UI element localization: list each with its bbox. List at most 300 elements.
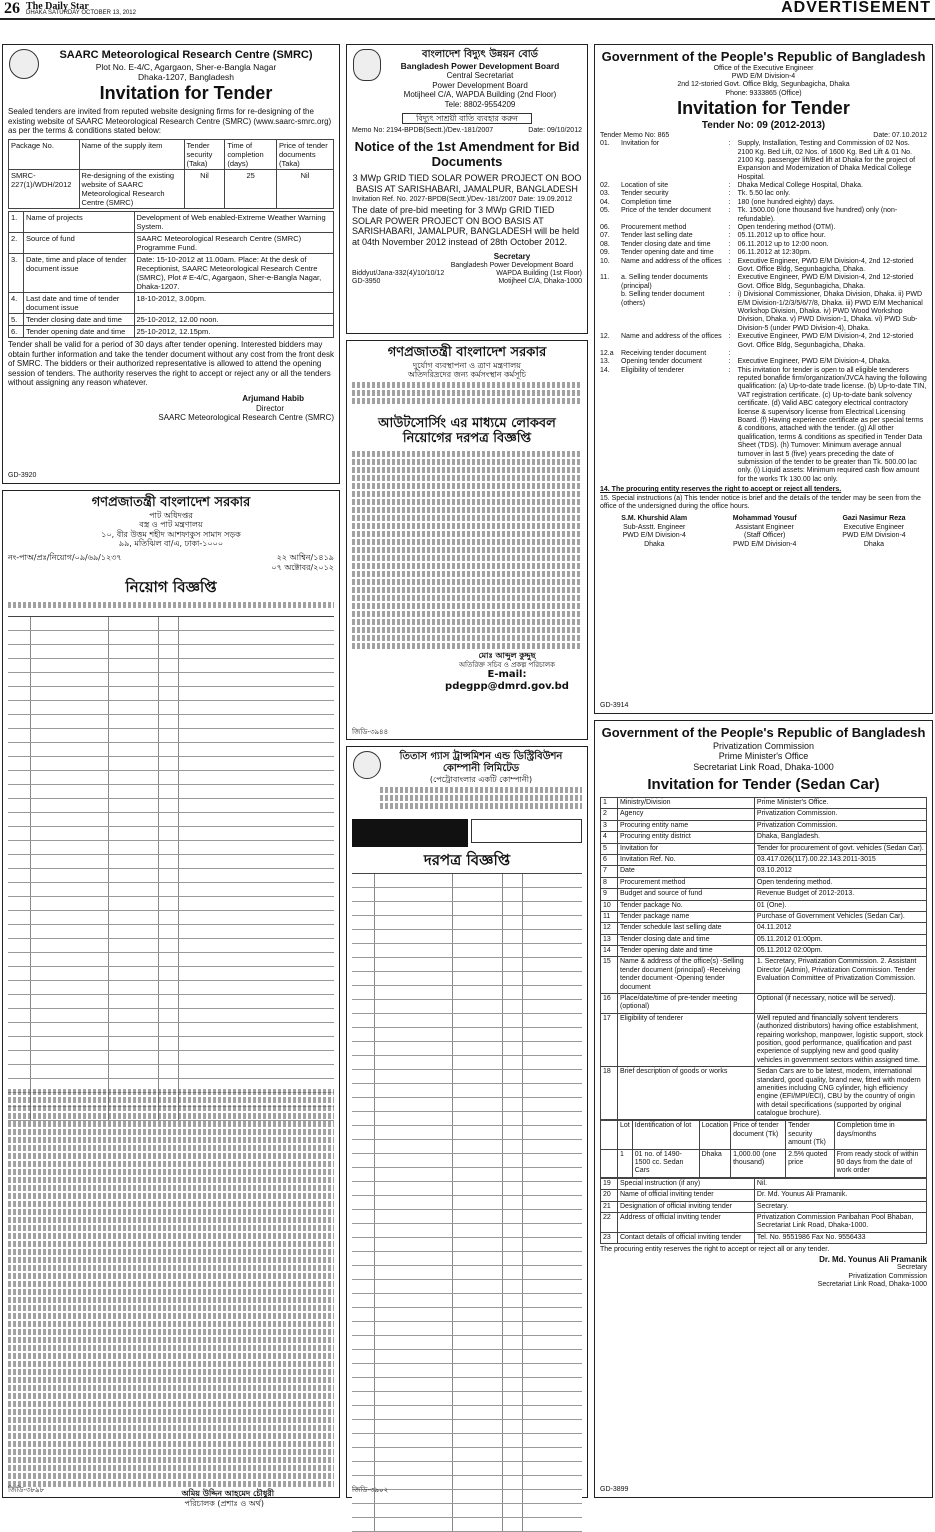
pc-row-key: Procuring entity district xyxy=(618,832,755,843)
pwd-item-key: Price of the tender document xyxy=(621,207,711,215)
pwd-item-row xyxy=(600,367,927,484)
bpdb-left-ref: Biddyut/Jana-332(4)/10/10/12 xyxy=(352,269,445,277)
pwd-signer2-t2: (Staff Officer) xyxy=(744,532,786,540)
titas-table xyxy=(352,873,582,1494)
pc-row-value: Dhaka, Bangladesh. xyxy=(754,832,926,843)
smrc-logo xyxy=(9,49,39,79)
pwd-item-value: 180 (one hundred eighty) days. xyxy=(737,198,835,206)
bpdb-project: 3 MWp GRID TIED SOLAR POWER PROJECT ON BOO BASIS AT SARISHABARI, JAMALPUR, BANGLADESH xyxy=(352,172,582,194)
pc-row-value: Revenue Budget of 2012-2013. xyxy=(754,889,926,900)
smrc-intro: Sealed tenders are invited from reputed website designing firms for re-designing of the existing website of SAARC Meteorological Research Centre (SMRC) (www.saarc-smrc.org) as per the terms & conditions stated below: xyxy=(8,107,332,136)
pwd-item-row xyxy=(600,224,927,232)
pc-lot-h5: Completion time in days/months xyxy=(834,1121,926,1149)
td-price: Nil xyxy=(276,169,333,208)
pc-row-value: Dr. Md. Younus Ali Pramanik. xyxy=(754,1190,926,1201)
pc-row xyxy=(601,1178,927,1189)
pwd-l3: 2nd 12-storied Govt. Office Bldg, Segunbagicha, Dhaka xyxy=(677,81,850,89)
pwd-item-value: Supply, Installation, Testing and Commission of 02 Nos. 2100 Kg. Bed Lift, 02 Nos. of 1600 Kg. Bed Lift & 01 No. 2100 Kg. passenger lift/Bed lift at Dhaka for the project of Expansion and Modernization of Dhaka Medical College Hospital. xyxy=(737,140,916,181)
smrc-item-value: 25-10-2012, 12.15pm. xyxy=(134,325,334,337)
smrc-item-key: Tender opening date and time xyxy=(24,325,135,337)
titas-title: দরপত্র বিজ্ঞপ্তি xyxy=(423,850,511,869)
pwd-signer3-t2: PWD E/M Division-4 xyxy=(842,532,906,540)
pwd-item-key: Location of site xyxy=(621,182,669,190)
bpdb-logo xyxy=(353,49,381,81)
th-security: Tender security (Taka) xyxy=(184,139,225,169)
pwd-item-key: a. Selling tender documents (principal) xyxy=(621,274,708,290)
td-item: Re-designing of the existing website of SAARC Meteorological Research Centre (SMRC) xyxy=(79,169,184,208)
pwd-item-row xyxy=(600,140,927,182)
pwd-item-key: Invitation for xyxy=(621,140,660,148)
pwd-item-num: 12. xyxy=(600,333,610,341)
titas-slogan-box-1 xyxy=(352,819,468,847)
pc-row-num: 8 xyxy=(601,877,618,888)
pc-row xyxy=(601,809,927,820)
pc-signer-t2: Privatization Commission xyxy=(848,1272,927,1280)
smrc-item-key: Tender closing date and time xyxy=(24,313,135,325)
pwd-item-value: Executive Engineer, PWD E/M Division-4, 2nd 12-storied Govt. Office Bldg, Segunbagicha, Dhaka. xyxy=(737,333,914,349)
titas-sub: (পেট্রোবাংলার একটি কোম্পানী) xyxy=(429,775,533,784)
pwd-item-value: Executive Engineer, PWD E/M Division-4, 2nd 12-storied Govt. Office Bldg, Segunbagicha, Dhaka. xyxy=(737,274,914,290)
pc-row-value: Optional (if necessary, notice will be served). xyxy=(754,994,926,1014)
pwd-item-num: 07. xyxy=(600,232,610,240)
pc-lot-c5: From ready stock of within 90 days from the date of work order xyxy=(834,1149,926,1177)
pwd-item-colon: : xyxy=(728,140,731,148)
pc-row-key: Invitation for xyxy=(618,843,755,854)
jute-positions-table xyxy=(8,616,334,1087)
pwd-item-value: Tk. 5.50 lac only. xyxy=(737,190,791,198)
pc-row-value: Nil. xyxy=(754,1178,926,1189)
jute-signer: অমিয় উদ্দিন আহমেদ চৌধুরী xyxy=(181,1489,274,1499)
smrc-org: SAARC Meteorological Research Centre (SMRC) xyxy=(59,49,313,61)
smrc-item-value: Development of Web enabled-Extreme Weather Warning System. xyxy=(134,211,334,232)
td-package: SMRC-227(1)/WDH/2012 xyxy=(9,169,80,208)
jute-title: নিয়োগ বিজ্ঞপ্তি xyxy=(125,578,217,597)
pwd-item-value: Executive Engineer, PWD E/M Division-4, Dhaka. xyxy=(737,358,891,366)
smrc-signer-title: Director xyxy=(255,403,284,413)
bpdb-signer4: Motijheel C/A, Dhaka-1000 xyxy=(498,278,582,286)
pc-row-key: Agency xyxy=(618,809,755,820)
bpdb-title: Notice of the 1st Amendment for Bid Documents xyxy=(354,138,580,170)
smrc-item-key: Source of fund xyxy=(24,232,135,253)
pc-lot-c1: 01 no. of 1490-1500 cc. Sedan Cars xyxy=(632,1149,699,1177)
pwd-item-key: Name and address of the offices xyxy=(621,257,722,265)
pc-table xyxy=(600,797,927,1121)
out-gd: জিডি-৩৯৪৪ xyxy=(352,727,389,736)
pc-row-value: 03.417.026(117).00.22.143.2011-3015 xyxy=(754,854,926,865)
pwd-item-num: 10. xyxy=(600,257,610,265)
pwd-signer3-t3: Dhaka xyxy=(863,540,885,548)
jute-intro-text xyxy=(8,602,334,616)
pc-row xyxy=(601,854,927,865)
pc-row-num: 7 xyxy=(601,866,618,877)
pc-row-value: Tel. No. 9551986 Fax No. 9556433 xyxy=(754,1232,926,1243)
pc-lot-empty xyxy=(601,1121,618,1149)
smrc-item-num: 5. xyxy=(9,313,24,325)
pc-row xyxy=(601,877,927,888)
pwd-signer1-name: S.M. Khurshid Alam xyxy=(621,515,688,523)
pc-row xyxy=(601,1067,927,1120)
pwd-item-key: Tender last selling date xyxy=(621,232,693,240)
jute-addr2: ৯৯, মতিঝিল বা/এ, ঢাকা-১০০০ xyxy=(118,539,224,549)
pwd-item-num: 11. xyxy=(600,274,610,282)
bpdb-l2: Power Development Board xyxy=(432,80,528,90)
titas-logo xyxy=(353,751,381,779)
pc-row-value: 03.10.2012 xyxy=(754,866,926,877)
pwd-item-num: 14. xyxy=(600,366,610,374)
pc-row-key: Tender schedule last selling date xyxy=(618,923,755,934)
pc-row-num: 12 xyxy=(601,923,618,934)
pc-row-value: Privatization Commission. xyxy=(754,820,926,831)
pc-row-key: Invitation Ref. No. xyxy=(618,854,755,865)
pc-row-value: 05.11.2012 01:00pm. xyxy=(754,934,926,945)
pwd-l2: PWD E/M Division-4 xyxy=(731,72,796,80)
pwd-signer2-t1: Assistant Engineer xyxy=(735,523,794,531)
pwd-item-colon: : xyxy=(728,207,731,215)
pwd-item-colon: : xyxy=(728,333,731,341)
pc-row-value: 1. Secretary, Privatization Commission. 2. Assistant Director (Admin), Privatization Commission. Tender Evaluation Committee of Privatization Commission. xyxy=(754,957,926,994)
pc-row-num: 5 xyxy=(601,843,618,854)
out-signer-title: অতিরিক্ত সচিব ও প্রকল্প পরিচালক xyxy=(459,660,555,669)
pwd-item-value: This invitation for tender is open to all eligible tenderers reputed bonafide firm/organization/JVCA having the following qualification: (a) Up-to-date trade license. (b) Up-to-date TIN, VAT registration certificate. (c) Up-to-date bank solvency certificate. (d) Valid ABC category electrical contractory license & supervisory license from Electrical Licensing Board. (f) Having experience certificate as per special terms & conditions, attached with the tender. (g) All other qualification, terms & conditions as specified in Tender Data Sheet (TDS). (h) Turnover: Minimum average annual turnover in last 5 (five) years preceding the date of submission of the tender to be greater than Tk. 500.00 lac only. (i) Liquid assets: Minimum required cash flow amount for the works Tk 130.00 lac only. xyxy=(737,366,927,483)
pwd-signer2-name: Mohammad Yousuf xyxy=(732,515,797,523)
pc-row xyxy=(601,994,927,1014)
smrc-item-num: 3. xyxy=(9,253,24,292)
pwd-item-num: 04. xyxy=(600,198,610,206)
pwd-item-colon: : xyxy=(728,232,731,240)
page-number: 26 xyxy=(4,0,20,17)
pc-row-num: 17 xyxy=(601,1013,618,1066)
jute-dept: পাট অধিদপ্তর xyxy=(149,510,193,520)
out-gov: গণপ্রজাতন্ত্রী বাংলাদেশ সরকার xyxy=(387,345,547,360)
bpdb-l1: Central Secretariat xyxy=(446,71,514,81)
pc-title2: Invitation for Tender (Sedan Car) xyxy=(647,775,880,793)
pwd-item-key: Completion time xyxy=(621,198,672,206)
pwd-item-colon: : xyxy=(728,349,731,357)
pwd-item-row xyxy=(600,350,927,358)
pc-row-num: 13 xyxy=(601,934,618,945)
pwd-item-row xyxy=(600,249,927,257)
out-signer: মোঃ আব্দুল কুদ্দুছ xyxy=(478,650,536,660)
pc-row-key: Eligibility of tenderer xyxy=(618,1013,755,1066)
pwd-item-value: Executive Engineer, PWD E/M Division-4, 2nd 12-storied Govt. Office Bldg, Segunbagicha, Dhaka. xyxy=(737,257,914,273)
pwd-item-num: 03. xyxy=(600,190,610,198)
titas-slogan-box-2 xyxy=(471,819,583,843)
pwd-item-key: Procurement method xyxy=(621,224,687,232)
pwd-item-row xyxy=(600,241,927,249)
pc-row-num: 16 xyxy=(601,994,618,1014)
pwd-title1: Government of the People's Republic of Bangladesh xyxy=(601,49,926,64)
pc-row-num: 11 xyxy=(601,911,618,922)
pwd-item-value: 06.11.2012 up to 12:00 noon. xyxy=(737,240,829,248)
th-price: Price of tender documents (Taka) xyxy=(276,139,333,169)
pc-row-key: Place/date/time of pre-tender meeting (optional) xyxy=(618,994,755,1014)
jute-gd: জিডি-৩৮৯৮ xyxy=(8,1485,45,1494)
pwd-item-value: i) Divisional Commissioner, Dhaka Division, Dhaka. ii) PWD E/M Division-1/2/3/5/6/7/8, Dhaka. iii) PWD E/M Mechanical Workshop Division, Dhaka. iv) PWD Wood Workshop Division, Dhaka. v) PWD Division-1, Dhaka. vi) PWD Sub-Division-5 (under PWD Division-4), Dhaka. xyxy=(737,291,923,332)
pwd-item-key: Eligibility of tenderer xyxy=(621,366,685,374)
pc-row-key: Name of official inviting tender xyxy=(618,1190,755,1201)
titas-ad xyxy=(346,746,588,1498)
pc-row-key: Ministry/Division xyxy=(618,797,755,808)
pc-signer: Dr. Md. Younus Ali Pramanik xyxy=(819,1254,927,1264)
pwd-item-key: Name and address of the offices xyxy=(621,333,722,341)
pc-row xyxy=(601,1213,927,1233)
pc-row xyxy=(601,797,927,808)
jute-signer-title: পরিচালক (প্রশাঃ ও অর্থ) xyxy=(184,1498,264,1508)
pc-row-key: Tender package No. xyxy=(618,900,755,911)
pc-row-num: 2 xyxy=(601,809,618,820)
pwd-signer2-t3: PWD E/M Division-4 xyxy=(733,540,797,548)
pwd-item-num: 06. xyxy=(600,224,610,232)
smrc-address2: Dhaka-1207, Bangladesh xyxy=(138,72,234,83)
pc-row-key: Procuring entity name xyxy=(618,820,755,831)
pc-row-num: 3 xyxy=(601,820,618,831)
pwd-item-key: Tender security xyxy=(621,190,669,198)
bpdb-l3: Motijheel C/A, WAPDA Building (2nd Floor) xyxy=(403,90,557,100)
pwd-item-row xyxy=(600,232,927,240)
pwd-item-row xyxy=(600,358,927,366)
pc-row-num: 19 xyxy=(601,1178,618,1189)
pc-lot-h1: Identification of lot xyxy=(632,1121,699,1149)
smrc-table xyxy=(8,139,334,209)
pwd-signer1-t1: Sub-Asstt. Engineer xyxy=(623,523,686,531)
pwd-gd: GD-3914 xyxy=(600,701,629,709)
smrc-ad xyxy=(2,44,340,484)
out-email: E-mail: pdegpp@dmrd.gov.bd xyxy=(445,668,569,692)
pc-lot-c2: Dhaka xyxy=(699,1149,730,1177)
pwd-tender-no: Tender No: 09 (2012-2013) xyxy=(701,119,826,131)
pc-row-num: 23 xyxy=(601,1232,618,1243)
pwd-item-value: Dhaka Medical College Hospital, Dhaka. xyxy=(737,182,863,190)
pwd-item-row xyxy=(600,207,927,224)
pc-row-num: 9 xyxy=(601,889,618,900)
td-security: Nil xyxy=(184,169,225,208)
pwd-ad xyxy=(594,44,933,714)
pc-row-num: 1 xyxy=(601,797,618,808)
bpdb-memo-date: Date: 09/10/2012 xyxy=(528,127,582,135)
bpdb-gd: GD-3950 xyxy=(352,278,381,286)
pwd-item-value: 05.11.2012 up to office hour. xyxy=(737,232,826,240)
smrc-item-num: 4. xyxy=(9,292,24,313)
bpdb-slogan: বিদ্যুৎ সাশ্রয়ী বাতি ব্যবহার করুন xyxy=(402,113,532,125)
pc-row-value: 04.11.2012 xyxy=(754,923,926,934)
bpdb-signer2: Bangladesh Power Development Board xyxy=(450,261,574,269)
pc-row-key: Brief description of goods or works xyxy=(618,1067,755,1120)
out-title: আউটসোর্সিং এর মাধ্যমে লোকবল নিয়োগের দরপত্র বিজ্ঞপ্তি xyxy=(378,415,556,447)
td-time: 25 xyxy=(225,169,277,208)
pc-row-value: Well reputed and financially solvent tenderers (authorized distributors) having office establishment, repairing workshop, manpower, logistic support, stock position, good performance, qualification and past experience of supplying new and good quality vehicles in government sectors within assigned time. xyxy=(754,1013,926,1066)
pwd-item-num: 08. xyxy=(600,240,610,248)
pc-lot-h3: Price of tender document (Tk) xyxy=(731,1121,786,1149)
pc-row-key: Designation of official inviting tender xyxy=(618,1201,755,1212)
bpdb-org: Bangladesh Power Development Board xyxy=(400,61,560,71)
pwd-item-num xyxy=(600,291,618,333)
date-line: DHAKA SATURDAY OCTOBER 13, 2012 xyxy=(26,10,136,16)
out-body xyxy=(352,451,582,651)
pc-row xyxy=(601,820,927,831)
pc-lot-empty2 xyxy=(601,1149,618,1177)
pc-lot-h0: Lot xyxy=(618,1121,633,1149)
pc-row-value: Privatization Commission. xyxy=(754,809,926,820)
pwd-item-key: Tender closing date and time xyxy=(621,240,711,248)
pwd-date: Date: 07.10.2012 xyxy=(873,131,927,139)
pc-row-num: 22 xyxy=(601,1213,618,1233)
pc-row-num: 14 xyxy=(601,946,618,957)
bpdb-signer3: WAPDA Building (1st Floor) xyxy=(496,269,582,277)
pwd-item14: 14. The procuring entity reserves the right to accept or reject all tenders. xyxy=(600,486,842,494)
pc-row xyxy=(601,1201,927,1212)
jute-date1: ২২ আশ্বিন/১৪১৯ xyxy=(276,552,334,562)
pc-signer-t1: Secretary xyxy=(897,1264,927,1272)
pwd-item-row xyxy=(600,190,927,198)
pc-reserve: The procuring entity reserves the right to accept or reject all or any tender. xyxy=(600,1246,830,1254)
pc-row-key: Tender closing date and time xyxy=(618,934,755,945)
smrc-signer-org: SAARC Meteorological Research Centre (SMRC) xyxy=(158,413,334,423)
smrc-item-num: 6. xyxy=(9,325,24,337)
pc-row xyxy=(601,1013,927,1066)
jute-jobs-ad xyxy=(2,490,340,1508)
out-office: অতিদরিদ্রদের জন্য কর্মসংস্থান কর্মসূচি xyxy=(407,370,527,380)
pc-row-value: 01 (One). xyxy=(754,900,926,911)
pwd-item-colon: : xyxy=(728,198,731,206)
pwd-item-value: Tk. 1500.00 (one thousand five hundred) only (non-refundable). xyxy=(737,207,898,223)
pwd-item-row xyxy=(600,333,927,350)
jute-memo: নং-পাঅ/প্রঃ/নিয়োগ/০৯/৬৯/১২৩৭ xyxy=(8,552,122,562)
pc-row-value: Open tendering method. xyxy=(754,877,926,888)
jute-addr1: ১০, বীর উত্তম শহীদ আশফাকুস সামাদ সড়ক xyxy=(101,529,241,539)
smrc-item-key: Date, time and place of tender document issue xyxy=(24,253,135,292)
pwd-item15: 15. Special instructions (a) This tender notice is brief and the details of the tender may be seen from the office of the undersigned during the office hours. xyxy=(600,494,921,510)
pc-row-num: 21 xyxy=(601,1201,618,1212)
pwd-item-value xyxy=(738,350,927,358)
jute-conditions-text xyxy=(8,1089,334,1489)
pc-lot-c4: 2.5% quoted price xyxy=(786,1149,835,1177)
pc-l2: Prime Minister's Office xyxy=(718,751,809,762)
paper-name: The Daily Star xyxy=(26,1,89,12)
titas-gd: জিডি-৩৯০২ xyxy=(352,1485,389,1494)
pwd-item-value: Open tendering method (OTM). xyxy=(737,224,836,232)
pwd-item-key: Tender opening date and time xyxy=(621,249,714,257)
pc-row-key: Tender opening date and time xyxy=(618,946,755,957)
out-ministry: দুর্যোগ ব্যবস্থাপনা ও ত্রাণ মন্ত্রণালয় xyxy=(413,360,521,370)
jute-gov: গণপ্রজাতন্ত্রী বাংলাদেশ সরকার xyxy=(91,495,251,510)
bpdb-ad xyxy=(346,44,588,334)
pwd-item-num: 02. xyxy=(600,182,610,190)
pc-row xyxy=(601,832,927,843)
pc-row xyxy=(601,923,927,934)
smrc-title: Invitation for Tender xyxy=(99,82,273,103)
pc-row-num: 15 xyxy=(601,957,618,994)
pwd-item-row xyxy=(600,199,927,207)
pc-row-num: 4 xyxy=(601,832,618,843)
pwd-signer3-name: Gazi Nasimur Reza xyxy=(842,515,906,523)
smrc-item-value: SAARC Meteorological Research Centre (SMRC) Programme Fund. xyxy=(134,232,334,253)
titas-org: তিতাস গ্যাস ট্রান্সমিশন এন্ড ডিস্ট্রিবিউশন কোম্পানী লিমিটেড xyxy=(399,751,563,774)
pc-row xyxy=(601,946,927,957)
pwd-item-colon: : xyxy=(728,291,731,299)
pwd-item-num: 05. xyxy=(600,207,610,215)
jute-date2: ০৭ অক্টোবর/২০১২ xyxy=(271,562,334,572)
pc-lot-c0: 1 xyxy=(618,1149,633,1177)
pc-row-key: Special instruction (if any) xyxy=(618,1178,755,1189)
pc-row xyxy=(601,843,927,854)
pwd-signer1-t2: PWD E/M Division-4 xyxy=(622,532,686,540)
pwd-item-colon: : xyxy=(728,274,731,282)
pwd-item-key: b. Selling tender document (others) xyxy=(621,291,705,307)
pc-row-num: 10 xyxy=(601,900,618,911)
bpdb-memo: Memo No: 2194-BPDB(Sectt.)/Dev.-181/2007 xyxy=(352,127,494,135)
pwd-item-value: 06.11.2012 at 12:30pm. xyxy=(737,249,812,257)
pc-row-value: Sedan Cars are to be latest, modern, international standard, good quality, brand new, fitted with modern amenities including CNG cylinder, high efficiency engine (EFI/MPI/ECI), CBU by the country of origin with detail specifications (supported by original catalogue brochure). xyxy=(754,1067,926,1120)
smrc-address1: Plot No. E-4/C, Agargaon, Sher-e-Bangla Nagar xyxy=(95,62,277,73)
pwd-item-key: Receiving tender document xyxy=(621,349,707,357)
pc-table-2 xyxy=(600,1178,927,1244)
smrc-item-value: 18-10-2012, 3.00pm. xyxy=(134,292,334,313)
pc-row-value: 05.11.2012 02:00pm. xyxy=(754,946,926,957)
bpdb-body: The date of pre-bid meeting for 3 MWp GRID TIED SOLAR POWER PROJECT ON BOO BASIS AT SARISHABARI, JAMALPUR, BANGLADESH will be held at 04th November 2012 instead of 28th October 2012. xyxy=(352,204,580,248)
section-title: ADVERTISEMENT xyxy=(781,0,931,16)
pc-row-num: 18 xyxy=(601,1067,618,1120)
pc-row-value: Secretary. xyxy=(754,1201,926,1212)
pc-row-key: Budget and source of fund xyxy=(618,889,755,900)
outsourcing-ad xyxy=(346,340,588,740)
pc-title1: Government of the People's Republic of Bangladesh xyxy=(601,725,926,740)
pwd-item-colon: : xyxy=(728,358,731,366)
pwd-signer1-t3: Dhaka xyxy=(644,540,665,548)
pwd-item-colon: : xyxy=(728,240,731,248)
pc-row-key: Address of official inviting tender xyxy=(618,1213,755,1233)
smrc-item-num: 2. xyxy=(9,232,24,253)
smrc-item-key: Last date and time of tender document issue xyxy=(24,292,135,313)
pc-row-key: Date xyxy=(618,866,755,877)
smrc-gd: GD-3920 xyxy=(8,471,37,479)
smrc-item-value: Date: 15-10-2012 at 11.00am. Place: At the desk of Receptionist, SAARC Meteorological Research Centre (SMRC), Plot # E-4/C, Agargaon, Sher-e-Bangla Nagar, Dhaka-1207. xyxy=(134,253,334,292)
pc-row-value: Prime Minister's Office. xyxy=(754,797,926,808)
jute-ministry: বস্ত্র ও পাট মন্ত্রণালয় xyxy=(139,520,203,530)
smrc-signer: Arjumand Habib xyxy=(242,393,304,403)
th-package: Package No. xyxy=(9,139,80,169)
pc-row-num: 6 xyxy=(601,854,618,865)
pwd-l4: Phone: 9333865 (Office) xyxy=(725,89,802,97)
pc-row-key: Contact details of official inviting tender xyxy=(618,1232,755,1243)
pc-lot-c3: 1,000.00 (one thousand) xyxy=(731,1149,786,1177)
pc-row-value: Privatization Commission Paribahan Pool Bhaban, Secretariat Link Road, Dhaka-1000. xyxy=(754,1213,926,1233)
pc-lot-table xyxy=(600,1120,927,1177)
pwd-item-row xyxy=(600,182,927,190)
pc-row xyxy=(601,911,927,922)
pc-lot-h4: Tender security amount (Tk) xyxy=(786,1121,835,1149)
pc-row xyxy=(601,889,927,900)
pwd-signer3-t1: Executive Engineer xyxy=(843,523,905,531)
titas-address xyxy=(380,787,582,815)
pwd-item-colon: : xyxy=(728,257,731,265)
bpdb-signer: Secretary xyxy=(493,251,531,261)
pc-row-num: 20 xyxy=(601,1190,618,1201)
pwd-memo: Tender Memo No: 865 xyxy=(600,131,670,139)
pwd-item-colon: : xyxy=(728,366,731,374)
pc-gd: GD-3899 xyxy=(600,1485,629,1493)
smrc-footer: Tender shall be valid for a period of 30 days after tender opening. Interested bidders may obtain further information and take the tender document without any cost from the front desk of SMRC. The bidders or their authorized representative is allowed to attend the opening session of tenders. The authority reserves the right to accept or reject any or all the tenders without assigning any reason whatever. xyxy=(8,339,334,388)
bpdb-org-bn: বাংলাদেশ বিদ্যুৎ উন্নয়ন বোর্ড xyxy=(422,49,538,60)
pwd-item-colon: : xyxy=(728,224,731,232)
pwd-item-row xyxy=(600,274,927,291)
bpdb-l4: Tele: 8802-9554209 xyxy=(444,99,516,109)
pc-signer-t3: Secretariat Link Road, Dhaka-1000 xyxy=(817,1280,927,1288)
pwd-items xyxy=(600,140,927,484)
pwd-item-num: 09. xyxy=(600,249,610,257)
pc-row xyxy=(601,957,927,994)
privatization-ad xyxy=(594,720,933,1498)
pc-lot-h2: Location xyxy=(699,1121,730,1149)
